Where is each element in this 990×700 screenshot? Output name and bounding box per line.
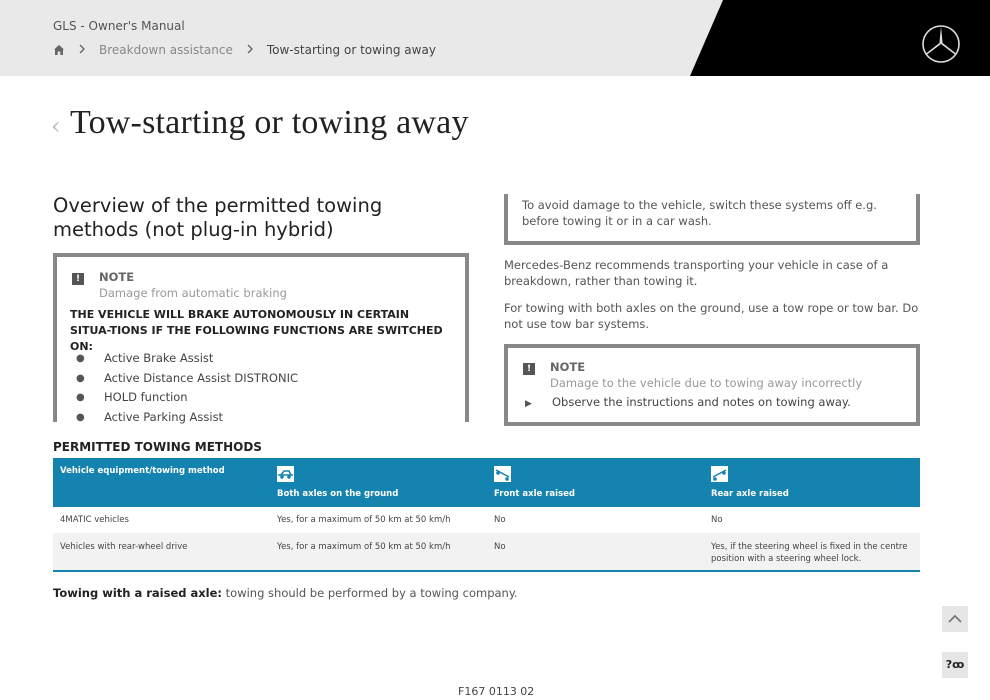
document-code: F167 0113 02	[458, 685, 535, 698]
table-cell: Yes, if the steering wheel is fixed in the centre position with a steering wheel lock.	[704, 533, 920, 571]
scroll-to-top-button[interactable]	[942, 606, 968, 632]
bullet-icon: ●	[76, 372, 85, 384]
table-cell: No	[704, 507, 920, 533]
breadcrumb	[53, 42, 436, 58]
note-subtitle: Damage to the vehicle due to towing away incorrectly	[550, 376, 863, 390]
note-box-towing-incorrectly	[504, 344, 920, 426]
tow-rear-raised-icon	[711, 466, 728, 482]
table-row	[53, 507, 920, 533]
bullet-icon: ●	[76, 353, 85, 364]
bullet-icon: ●	[76, 392, 85, 403]
table-header-cell: Both axles on the ground	[270, 458, 487, 507]
function-list	[70, 349, 298, 427]
bullet-icon: ●	[76, 411, 85, 423]
table-header-cell: Vehicle equipment/towing method	[53, 458, 270, 507]
note-box-continuation	[504, 194, 920, 245]
note-action: ▶ Observe the instructions and notes on towing away.	[525, 395, 851, 409]
chevron-right-icon	[65, 43, 99, 57]
table-header-row	[53, 458, 920, 507]
table-cell: Yes, for a maximum of 50 km at 50 km/h	[270, 507, 487, 533]
chevron-up-icon	[942, 606, 968, 632]
list-item: ● Active Distance Assist DISTRONIC	[70, 369, 298, 389]
table-cell: Yes, for a maximum of 50 km at 50 km/h	[270, 533, 487, 571]
play-arrow-icon: ▶	[525, 399, 532, 409]
list-item: ● Active Brake Assist	[70, 349, 298, 369]
table-heading: PERMITTED TOWING METHODS	[53, 440, 262, 454]
paragraph-tow-rope: For towing with both axles on the ground, use a tow rope or tow bar. Do not use tow bar systems.	[504, 301, 919, 331]
note-warning-text: THE VEHICLE WILL BRAKE AUTONOMOUSLY IN CERTAIN SITUA-TIONS IF THE FOLLOWING FUNCTIONS ARE SWITCHED ON:	[70, 308, 443, 353]
note-label: NOTE	[99, 270, 135, 284]
footnote-text: towing should be performed by a towing company.	[222, 586, 518, 600]
tow-both-axles-icon	[277, 466, 294, 482]
breadcrumb-item-current: Tow-starting or towing away	[266, 43, 436, 57]
warning-icon: !	[72, 273, 84, 285]
towing-methods-table	[53, 458, 920, 572]
page-title: Tow-starting or towing away	[70, 104, 469, 141]
table-row	[53, 533, 920, 571]
paragraph-recommendation: Mercedes-Benz recommends transporting your vehicle in case of a breakdown, rather than towing it.	[504, 258, 889, 288]
list-item: ● Active Parking Assist	[70, 408, 298, 428]
header-bar	[0, 0, 990, 76]
note-label: NOTE	[550, 360, 586, 374]
breadcrumb-item-breakdown-assistance[interactable]: Breakdown assistance	[99, 43, 233, 57]
tow-front-raised-icon	[494, 466, 511, 482]
section-heading: Overview of the permitted towing methods (not plug-in hybrid)	[53, 194, 383, 241]
mercedes-star-logo[interactable]	[921, 24, 961, 64]
list-item: ● HOLD function	[70, 388, 298, 408]
footnote	[53, 586, 518, 600]
table-cell: Vehicles with rear-wheel drive	[53, 533, 270, 571]
table-cell: No	[487, 533, 704, 571]
chevron-right-icon	[233, 43, 267, 57]
footnote-label: Towing with a raised axle:	[53, 586, 222, 600]
ask-button[interactable]: ?ꝏ	[942, 652, 968, 678]
table-cell: 4MATIC vehicles	[53, 507, 270, 533]
table-header-cell: Rear axle raised	[704, 458, 920, 507]
note-subtitle: Damage from automatic braking	[99, 286, 287, 300]
warning-icon: !	[523, 363, 535, 375]
chevron-left-icon[interactable]: ‹	[51, 112, 61, 140]
note-continuation-text: To avoid damage to the vehicle, switch these systems off e.g. before towing it or in a car wash.	[522, 198, 877, 228]
home-icon[interactable]	[53, 44, 65, 56]
note-box-automatic-braking	[53, 253, 469, 422]
table-cell: No	[487, 507, 704, 533]
app-title[interactable]: GLS - Owner's Manual	[53, 19, 185, 33]
table-header-cell: Front axle raised	[487, 458, 704, 507]
